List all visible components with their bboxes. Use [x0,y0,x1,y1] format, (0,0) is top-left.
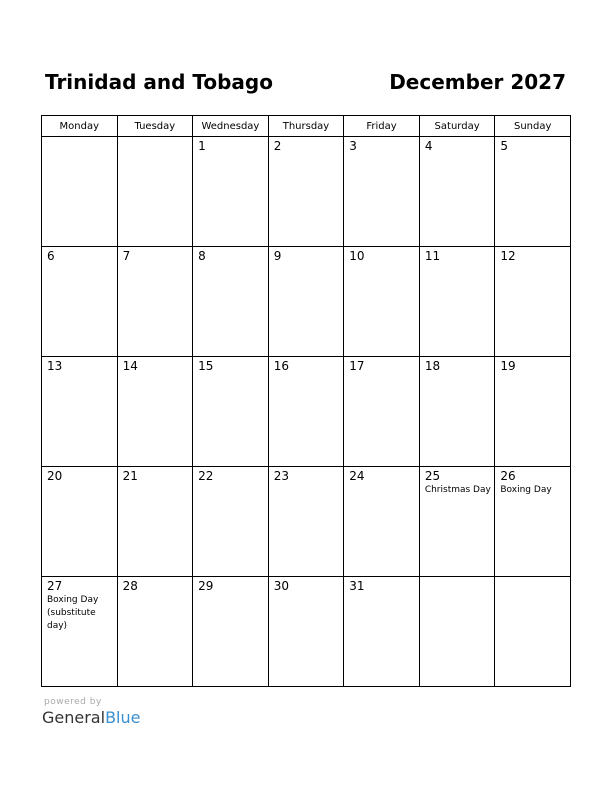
day-number: 6 [47,249,55,263]
powered-by-text: powered by [44,697,102,707]
day-cell [268,467,344,577]
day-cell [117,577,193,687]
day-cell [344,247,420,357]
week-row-3 [42,357,571,467]
day-number: 20 [47,469,63,483]
day-cell [419,247,495,357]
day-number: 12 [500,249,516,263]
weekday-friday: Friday [344,116,420,137]
day-number: 1 [198,139,206,153]
week-row-4 [42,467,571,577]
generalblue-logo[interactable] [42,708,140,727]
day-cell [268,577,344,687]
day-number: 9 [273,249,282,263]
day-cell [268,137,344,247]
day-number: 22 [198,469,214,483]
week-row-2 [42,247,571,357]
day-cell [193,247,269,357]
day-cell [495,247,571,357]
day-number: 31 [349,579,365,593]
day-number: 4 [424,139,433,153]
week-row-1 [42,137,571,247]
day-cell [117,357,193,467]
day-cell [268,357,344,467]
day-cell [344,137,420,247]
day-cell [344,357,420,467]
weekday-header-row [42,116,571,137]
holiday-label: Boxing Day (substitute day) [47,595,99,631]
day-number: 29 [198,579,214,593]
day-cell [495,137,571,247]
day-cell-christmas [419,467,495,577]
day-cell [344,577,420,687]
country-title: Trinidad and Tobago [45,70,273,94]
brand-blue: Blue [105,708,141,727]
weekday-tuesday: Tuesday [117,116,193,137]
day-number: 21 [122,469,138,483]
day-cell [42,137,118,247]
weekday-sunday: Sunday [495,116,571,137]
day-number: 11 [424,249,441,263]
day-number: 8 [198,249,206,263]
day-number: 24 [349,469,365,483]
day-cell [495,357,571,467]
holiday-label: Christmas Day [424,485,491,495]
day-cell [193,137,269,247]
day-cell [117,247,193,357]
day-number: 13 [47,359,63,373]
week-row-5 [42,577,571,687]
holiday-label: Boxing Day [500,485,552,495]
day-number: 7 [122,249,131,263]
day-cell [419,357,495,467]
day-cell-boxing-day-substitute [42,577,118,687]
day-number: 14 [122,359,138,373]
day-cell [193,467,269,577]
day-cell [419,137,495,247]
day-number: 26 [500,469,516,483]
brand-general: General [42,708,106,727]
day-number: 23 [273,469,289,483]
day-cell [193,577,269,687]
day-cell [193,357,269,467]
day-cell [117,467,193,577]
day-number: 16 [273,359,289,373]
day-number: 19 [500,359,516,373]
day-number: 25 [424,469,441,483]
day-number: 15 [198,359,214,373]
day-number: 2 [273,139,282,153]
day-number: 27 [47,579,63,593]
day-cell [419,577,495,687]
day-number: 5 [500,139,509,153]
calendar-grid [41,115,571,687]
day-number: 3 [349,139,357,153]
day-cell [42,467,118,577]
day-cell [268,247,344,357]
day-number: 17 [349,359,365,373]
day-cell [344,467,420,577]
day-cell [495,577,571,687]
day-number: 10 [349,249,365,263]
day-cell-boxing-day [495,467,571,577]
day-number: 30 [273,579,289,593]
day-number: 18 [424,359,441,373]
day-number: 28 [122,579,138,593]
weekday-saturday: Saturday [419,116,495,137]
day-cell [42,247,118,357]
weekday-thursday: Thursday [268,116,344,137]
day-cell [42,357,118,467]
day-cell [117,137,193,247]
weekday-monday: Monday [42,116,118,137]
weekday-wednesday: Wednesday [193,116,269,137]
month-year-title: December 2027 [389,70,566,94]
